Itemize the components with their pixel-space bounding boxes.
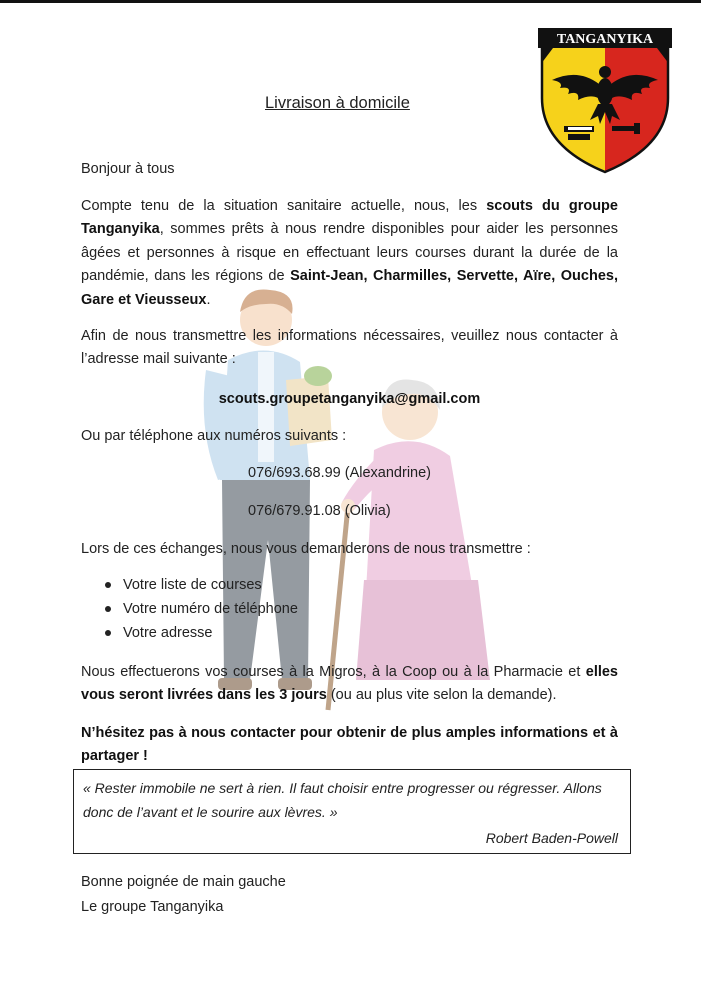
phone-number-1[interactable]: 076/693.68.99 (Alexandrine) — [248, 465, 431, 481]
call-to-action: N’hésitez pas à nous contacter pour obtenir de plus amples informations et à partager ! — [81, 725, 618, 765]
tanganyika-crest-icon — [538, 28, 672, 174]
closing-line-1: Bonne poignée de main gauche — [81, 874, 286, 890]
list-item: Votre liste de courses — [81, 573, 298, 597]
list-item: Votre numéro de téléphone — [81, 597, 298, 621]
top-border — [0, 0, 701, 3]
intro-highlight-group: scouts du groupe Tanganyika — [81, 198, 618, 238]
list-item: Votre adresse — [81, 621, 298, 645]
delivery-paragraph: Nous effectuerons vos courses à la Migros, à la Coop ou à la Pharmacie et elles vous seront livrées dans les 3 jours (ou au plus vite selon la demande). — [81, 664, 618, 704]
page-title: Livraison à domicile — [265, 94, 410, 112]
email-link[interactable]: scouts.groupetanganyika@gmail.com — [218, 391, 481, 407]
intro-highlight-regions: Saint-Jean, Charmilles, Servette, Aïre, Ouches, Gare et Vieusseux — [81, 268, 618, 308]
phone-number-2[interactable]: 076/679.91.08 (Olivia) — [248, 503, 391, 519]
greeting: Bonjour à tous — [81, 161, 175, 177]
exchange-intro: Lors de ces échanges, nous vous demanderons de nous transmettre : — [81, 541, 531, 557]
intro-paragraph: Compte tenu de la situation sanitaire actuelle, nous, les scouts du groupe Tanganyika, sommes prêts à nous rendre disponibles pour aider les personnes âgées et personnes à risque en effectuant leurs courses durant la durée de la pandémie, dans les régions de Saint-Jean, Charmilles, Servette, Aïre, Ouches, Gare et Vieusseux. — [81, 198, 618, 308]
contact-paragraph: Afin de nous transmettre les informations nécessaires, veuillez nous contacter à l’adresse mail suivante : — [81, 328, 618, 368]
delivery-highlight: elles vous seront livrées dans les 3 jours — [81, 664, 618, 704]
phone-intro: Ou par téléphone aux numéros suivants : — [81, 428, 347, 444]
quote-text: « Rester immobile ne sert à rien. Il faut choisir entre progresser ou régresser. Allons donc de l’avant et le sourire aux lèvres. » — [83, 780, 602, 821]
closing-line-2: Le groupe Tanganyika — [81, 899, 224, 915]
quote-author: Robert Baden-Powell — [485, 830, 618, 847]
quote-box — [73, 769, 631, 854]
crest-banner-text: TANGANYIKA — [556, 32, 654, 47]
request-list — [81, 573, 298, 645]
